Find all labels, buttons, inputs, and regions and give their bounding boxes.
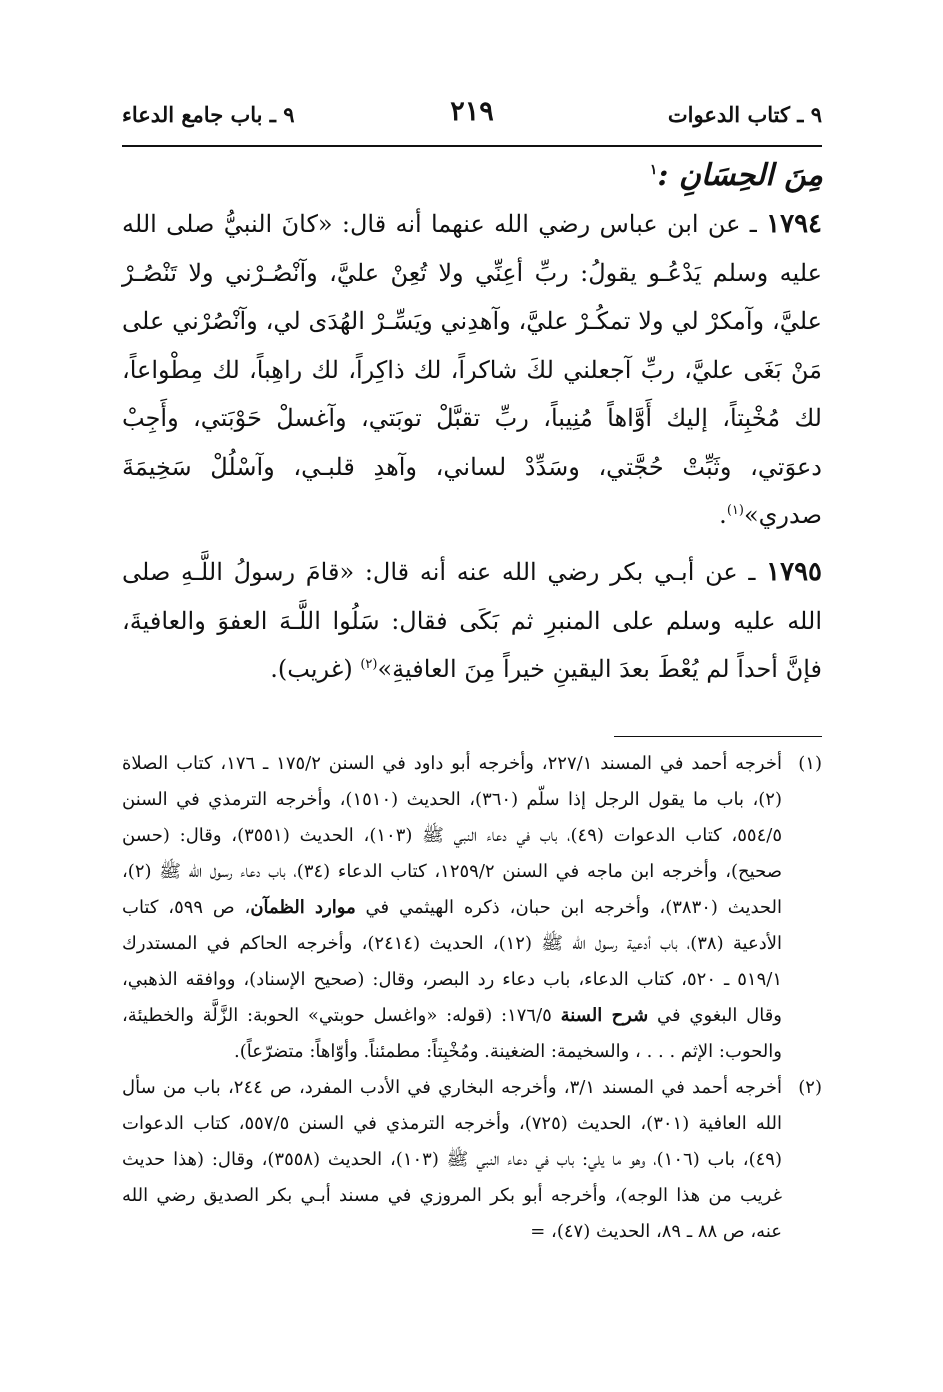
footnote-text: ، ص ٥٩٩، كتاب الأدعية (٣٨)، باب أدعية رسول الله ﷺ (١٢)، الحديث (٢٤١٤)، وأخرجه الحاكم في المستدرك ٥١٩/١ ـ ٥٢٠، كتاب الدعاء، باب دعاء رد البصر، وقال: (صحيح الإسناد)، ووافقه الذهبي، وقال البغوي في xyxy=(122,897,782,1026)
header-rule xyxy=(122,145,822,147)
hadith-text: ـ عن أبـي بكر رضي الله عنه أنه قال: «قامَ رسولُ اللَّـهِ صلى الله عليه وسلم على المنبرِ ثم بَكَى فقال: سَلُوا اللَّـهَ العفوَ والعافيةَ، فإنَّ أحداً لم يُعْطَ بعدَ اليقينِ خيراً مِنَ العافيةِ» xyxy=(122,558,822,683)
header-book-title: ٩ ـ كتاب الدعوات xyxy=(667,102,822,127)
section-title-mark: ١ xyxy=(649,162,658,178)
hadith-grade: (غريب). xyxy=(270,655,353,683)
section-title xyxy=(650,158,823,193)
hadith-1794 xyxy=(122,200,822,540)
header-chapter-title: ٩ ـ باب جامع الدعاء xyxy=(122,102,295,127)
section-title-text: مِنَ الحِسَانِ : xyxy=(657,158,823,193)
hadith-number: ١٧٩٤ xyxy=(766,209,822,239)
footnote xyxy=(122,746,822,1070)
footnote-text: ١٧٦/٥: (قوله: «واغسل حوبتي» الحوبة: الزَّلَّة والخطيئة، والحوب: الإثم . . . ، والسخيمة: الضغينة. ومُخْبِتاً: مطمئناً. وأوّاهاً: متضرّعاً). xyxy=(122,1005,782,1062)
running-header xyxy=(122,96,822,136)
page-number: ٢١٩ xyxy=(450,96,494,127)
footnote-mark: (١) xyxy=(798,753,822,774)
footnote-ref: (١) xyxy=(726,503,744,518)
hadith-number: ١٧٩٥ xyxy=(766,557,822,587)
footnotes xyxy=(122,746,822,1250)
footnote-source-title: شرح السنة xyxy=(560,1005,649,1026)
footnote-ref: (٢) xyxy=(360,657,378,672)
footnote-mark: (٢) xyxy=(798,1077,822,1098)
hadith-text: ـ عن ابن عباس رضي الله عنهما أنه قال: «كانَ النبيُّ صلى الله عليه وسلم يَدْعُـو يقولُ: ربِّ أعِنِّي ولا تُعِنْ عليَّ، وآنْصُـرْني ولا تَنْصُـرْ عليَّ، وآمكرْ لي ولا تمكُـرْ عليَّ، وآهدِني ويَسِّـرْ الهُدَى لي، وآنْصُرْني على مَنْ بَغَى عليَّ، ربِّ آجعلني لكَ شاكراً، لك ذاكِراً، لك راهِباً، لك مِطْواعاً، لك مُخْبِتاً، إليك أَوَّاهاً مُنِيباً، ربِّ تقبَّلْ توبَتي، وآغسلْ حَوْبَتي، وأَجِبْ دعوَتي، وثَبِّتْ حُجَّتي، وسَدِّدْ لساني، وآهدِ قلبـي، وآسْلُلْ سَخِيمَةَ صدري» xyxy=(122,210,822,529)
footnote xyxy=(122,1070,822,1250)
hadith-1795 xyxy=(122,548,822,694)
footnote-rule xyxy=(614,736,822,737)
footnote-source-title: موارد الظمآن xyxy=(250,897,356,918)
footnote-text: أخرجه أحمد في المسند ٣/١، وأخرجه البخاري في الأدب المفرد، ص ٢٤٤، باب من سأل الله العافية (٣٠١)، الحديث (٧٢٥)، وأخرجه الترمذي في السنن ٥٥٧/٥، كتاب الدعوات (٤٩)، باب (١٠٦)، وهو ما يلي: باب في دعاء النبي ﷺ (١٠٣)، الحديث (٣٥٥٨)، وقال: (هذا حديث غريب من هذا الوجه)، وأخرجه أبو بكر المروزي في مسند أبـي بكر الصديق رضي الله عنه، ص ٨٨ ـ ٨٩، الحديث (٤٧)، = xyxy=(122,1077,782,1242)
footnote-text: أخرجه أحمد في المسند ٢٢٧/١، وأخرجه أبو داود في السنن ١٧٥/٢ ـ ١٧٦، كتاب الصلاة (٢)، باب ما يقول الرجل إذا سلّم (٣٦٠)، الحديث (١٥١٠)، وأخرجه الترمذي في السنن ٥٥٤/٥، كتاب الدعوات (٤٩)، باب في دعاء النبي ﷺ (١٠٣)، الحديث (٣٥٥١)، وقال: (حسن صحيح)، وأخرجه ابن ماجه في السنن ١٢٥٩/٢، كتاب الدعاء (٣٤)، باب دعاء رسول الله ﷺ (٢)، الحديث (٣٨٣٠)، وأخرجه ابن حبان، ذكره الهيثمي في xyxy=(122,753,783,918)
hadith-end: . xyxy=(719,501,727,529)
